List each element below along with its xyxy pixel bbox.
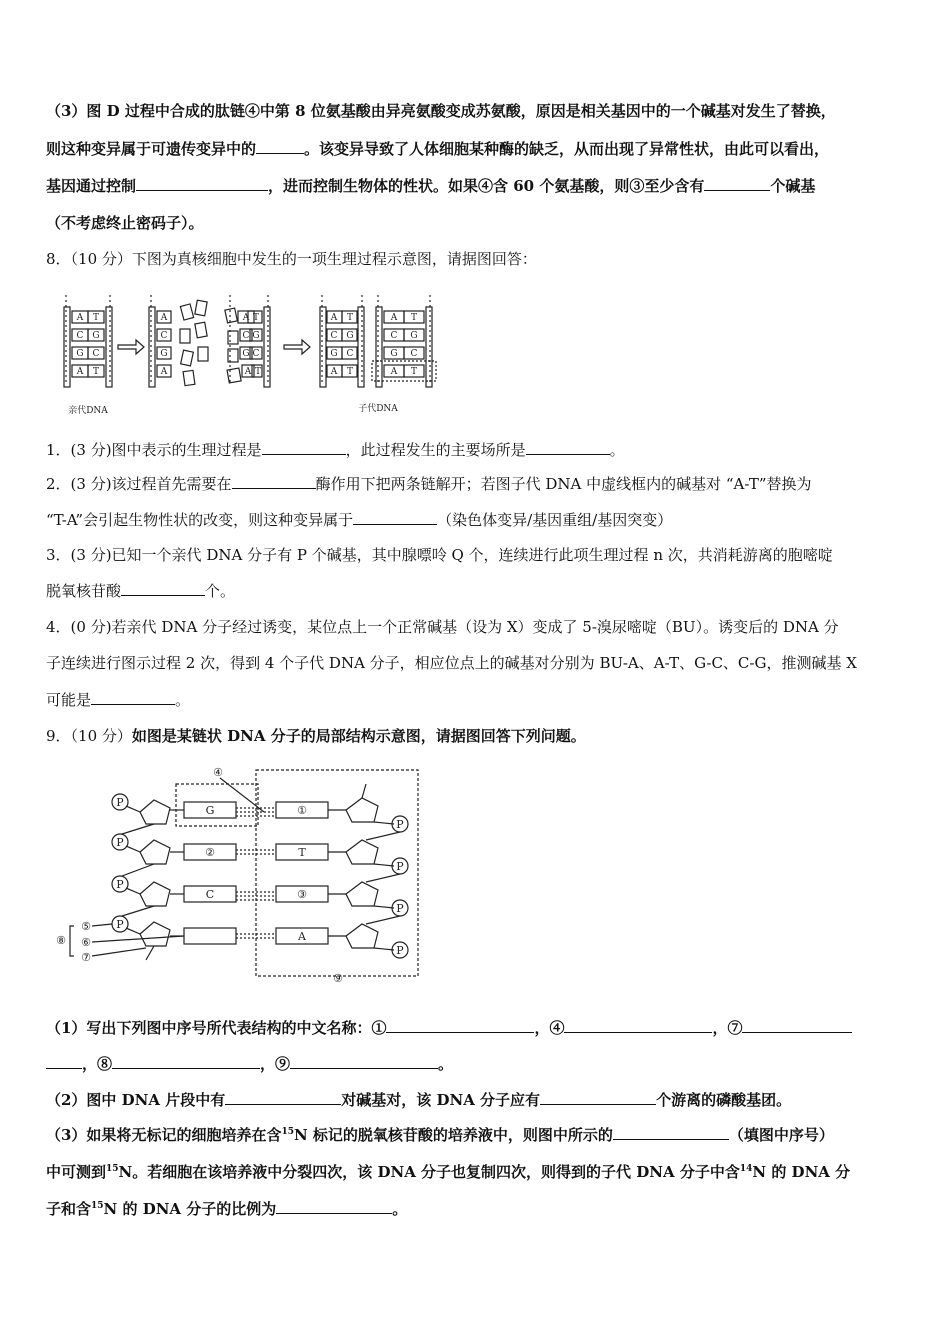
svg-text:P: P <box>396 860 404 873</box>
q8-sub3-line1: 3．(3 分)已知一个亲代 DNA 分子有 P 个碱基，其中腺嘌呤 Q 个，连续进行此项生理过程 n 次，共消耗游离的胞嘧啶 <box>46 546 833 564</box>
svg-text:C: C <box>330 331 338 341</box>
svg-text:C: C <box>390 331 398 341</box>
svg-text:G: G <box>76 349 84 359</box>
svg-text:G: G <box>205 804 215 817</box>
svg-text:A: A <box>242 313 250 323</box>
svg-text:C: C <box>410 349 418 359</box>
left-strand <box>112 794 170 960</box>
svg-text:A: A <box>390 313 398 323</box>
svg-text:G: G <box>346 331 354 341</box>
svg-text:C: C <box>92 349 100 359</box>
svg-text:②: ② <box>205 846 215 859</box>
answer-blank[interactable] <box>112 1054 260 1069</box>
svg-text:T: T <box>410 313 418 323</box>
q8-sub2-line1: 2．(3 分)该过程首先需要在 酶作用下把两条链解开；若图子代 DNA 中虚线框内的碱基对 “A-T”替换为 <box>46 475 812 493</box>
q7-3-line4: （不考虑终止密码子）。 <box>46 214 204 232</box>
q9-sub2: （2）图中 DNA 片段中有 对碱基对，该 DNA 分子应有 个游离的磷酸基团。 <box>46 1091 792 1109</box>
q8-heading: 8．（10 分）下图为真核细胞中发生的一项生理过程示意图，请据图回答： <box>46 250 537 268</box>
q8-sub4-line1: 4．(0 分)若亲代 DNA 分子经过诱变，某位点上一个正常碱基（设为 X）变成了 5-溴尿嘧啶（BU）。诱变后的 DNA 分 <box>46 618 839 636</box>
svg-text:P: P <box>396 944 404 957</box>
svg-text:C: C <box>242 331 250 341</box>
dna-structure-figure <box>50 762 430 987</box>
svg-text:①: ① <box>297 804 307 817</box>
answer-blank[interactable] <box>704 176 770 191</box>
svg-text:P: P <box>116 918 124 931</box>
answer-blank[interactable] <box>613 1125 729 1140</box>
svg-text:P: P <box>396 902 404 915</box>
q7-3-line2: 则这种变异属于可遗传变异中的 。该变异导致了人体细胞某种酶的缺乏，从而出现了异常性状，由此可以看出， <box>46 140 830 158</box>
answer-blank[interactable] <box>91 690 175 705</box>
svg-text:T: T <box>346 367 354 377</box>
q7-3-line1: （3）图 D 过程中合成的肽链④中第 8 位氨基酸由异亮氨酸变成苏氨酸，原因是相关基因中的一个碱基对发生了替换， <box>46 102 836 120</box>
svg-text:P: P <box>116 878 124 891</box>
answer-blank[interactable] <box>256 139 304 154</box>
svg-text:⑤: ⑤ <box>81 920 91 933</box>
answer-blank[interactable] <box>526 440 610 455</box>
q8-sub4-line2: 子连续进行图示过程 2 次，得到 4 个子代 DNA 分子，相应位点上的碱基对分别为 BU-A、A-T、G-C、C-G，推测碱基 X <box>46 654 857 672</box>
svg-text:A: A <box>330 367 338 377</box>
svg-text:③: ③ <box>297 888 307 901</box>
svg-text:A: A <box>298 930 306 943</box>
svg-text:⑧: ⑧ <box>56 934 66 947</box>
parent-dna <box>64 295 112 387</box>
svg-text:G: G <box>92 331 100 341</box>
q8-sub3-line2: 脱氧核苷酸 个。 <box>46 582 236 600</box>
q7-3-line3: 基因通过控制 ，进而控制生物体的性状。如果④含 60 个氨基酸，则③至少含有 个碱基 <box>46 177 816 195</box>
svg-text:C: C <box>205 888 215 901</box>
q8-sub1: 1．(3 分)图中表示的生理过程是 ，此过程发生的主要场所是 。 <box>46 441 625 459</box>
answer-blank[interactable] <box>276 1199 392 1214</box>
svg-text:P: P <box>396 818 404 831</box>
answer-blank[interactable] <box>564 1018 712 1033</box>
svg-text:T: T <box>254 367 262 377</box>
svg-text:C: C <box>76 331 84 341</box>
svg-text:P: P <box>116 836 124 849</box>
svg-text:G: G <box>390 349 398 359</box>
svg-text:④: ④ <box>213 766 223 779</box>
svg-text:C: C <box>160 331 168 341</box>
q9-sub1-line1: （1）写出下列图中序号所代表结构的中文名称：① ，④ ，⑦ <box>46 1018 852 1038</box>
child-dna-1 <box>320 295 364 387</box>
answer-blank[interactable] <box>136 176 268 191</box>
answer-blank[interactable] <box>225 1090 341 1105</box>
svg-text:A: A <box>76 313 84 323</box>
svg-text:G: G <box>160 349 168 359</box>
answer-blank[interactable] <box>232 474 316 489</box>
svg-text:G: G <box>252 331 260 341</box>
q9-sub1-line2: ，⑧ ，⑨ 。 <box>46 1054 453 1074</box>
answer-blank[interactable] <box>353 510 437 525</box>
svg-text:T: T <box>92 313 100 323</box>
svg-text:C: C <box>252 349 260 359</box>
answer-blank[interactable] <box>262 440 346 455</box>
svg-text:A: A <box>160 313 168 323</box>
svg-text:T: T <box>252 313 260 323</box>
unwinding-dna <box>149 295 208 387</box>
answer-blank[interactable] <box>742 1018 852 1033</box>
q9-heading: 9．（10 分）如图是某链状 DNA 分子的局部结构示意图，请据图回答下列问题。 <box>46 727 586 745</box>
answer-blank[interactable] <box>386 1018 534 1033</box>
svg-text:C: C <box>346 349 354 359</box>
svg-text:G: G <box>242 349 250 359</box>
dna-replication-figure <box>58 285 443 420</box>
answer-blank[interactable] <box>540 1090 656 1105</box>
svg-text:A: A <box>330 313 338 323</box>
q9-sub3-line3: 子和含$^{15}$N 的 DNA 分子的比例为 。 <box>46 1200 408 1218</box>
q9-sub3-line2: 中可测到$^{15}$N。若细胞在该培养液中分裂四次，该 DNA 分子也复制四次，则得到的子代 DNA 分子中含$^{14}$N 的 DNA 分 <box>46 1163 851 1181</box>
svg-text:P: P <box>116 796 124 809</box>
svg-text:G: G <box>410 331 418 341</box>
q9-sub3-line1: （3）如果将无标记的细胞培养在含$^{15}$N 标记的脱氧核苷酸的培养液中，则图中所示的 （填图中序号） <box>46 1126 834 1144</box>
svg-text:⑥: ⑥ <box>81 936 91 949</box>
q8-sub4-line3: 可能是 。 <box>46 691 191 709</box>
svg-text:A: A <box>160 367 168 377</box>
svg-text:A: A <box>76 367 84 377</box>
svg-text:T: T <box>346 313 354 323</box>
svg-text:T: T <box>410 367 418 377</box>
svg-text:G: G <box>330 349 338 359</box>
q8-sub2-line2: “T-A”会引起生物性状的改变，则这种变异属于 （染色体变异/基因重组/基因突变） <box>46 511 673 529</box>
svg-text:A: A <box>244 367 252 377</box>
svg-text:⑨: ⑨ <box>333 972 343 985</box>
child-dna-label: 子代DNA <box>358 404 398 414</box>
answer-blank[interactable] <box>290 1054 438 1069</box>
svg-text:T: T <box>298 846 306 859</box>
svg-text:T: T <box>92 367 100 377</box>
child-dna-2 <box>372 295 436 387</box>
svg-text:A: A <box>390 367 398 377</box>
answer-blank[interactable] <box>121 581 205 596</box>
parent-dna-label: 亲代DNA <box>68 406 108 416</box>
answer-blank[interactable] <box>46 1054 82 1069</box>
svg-text:⑦: ⑦ <box>81 951 91 964</box>
